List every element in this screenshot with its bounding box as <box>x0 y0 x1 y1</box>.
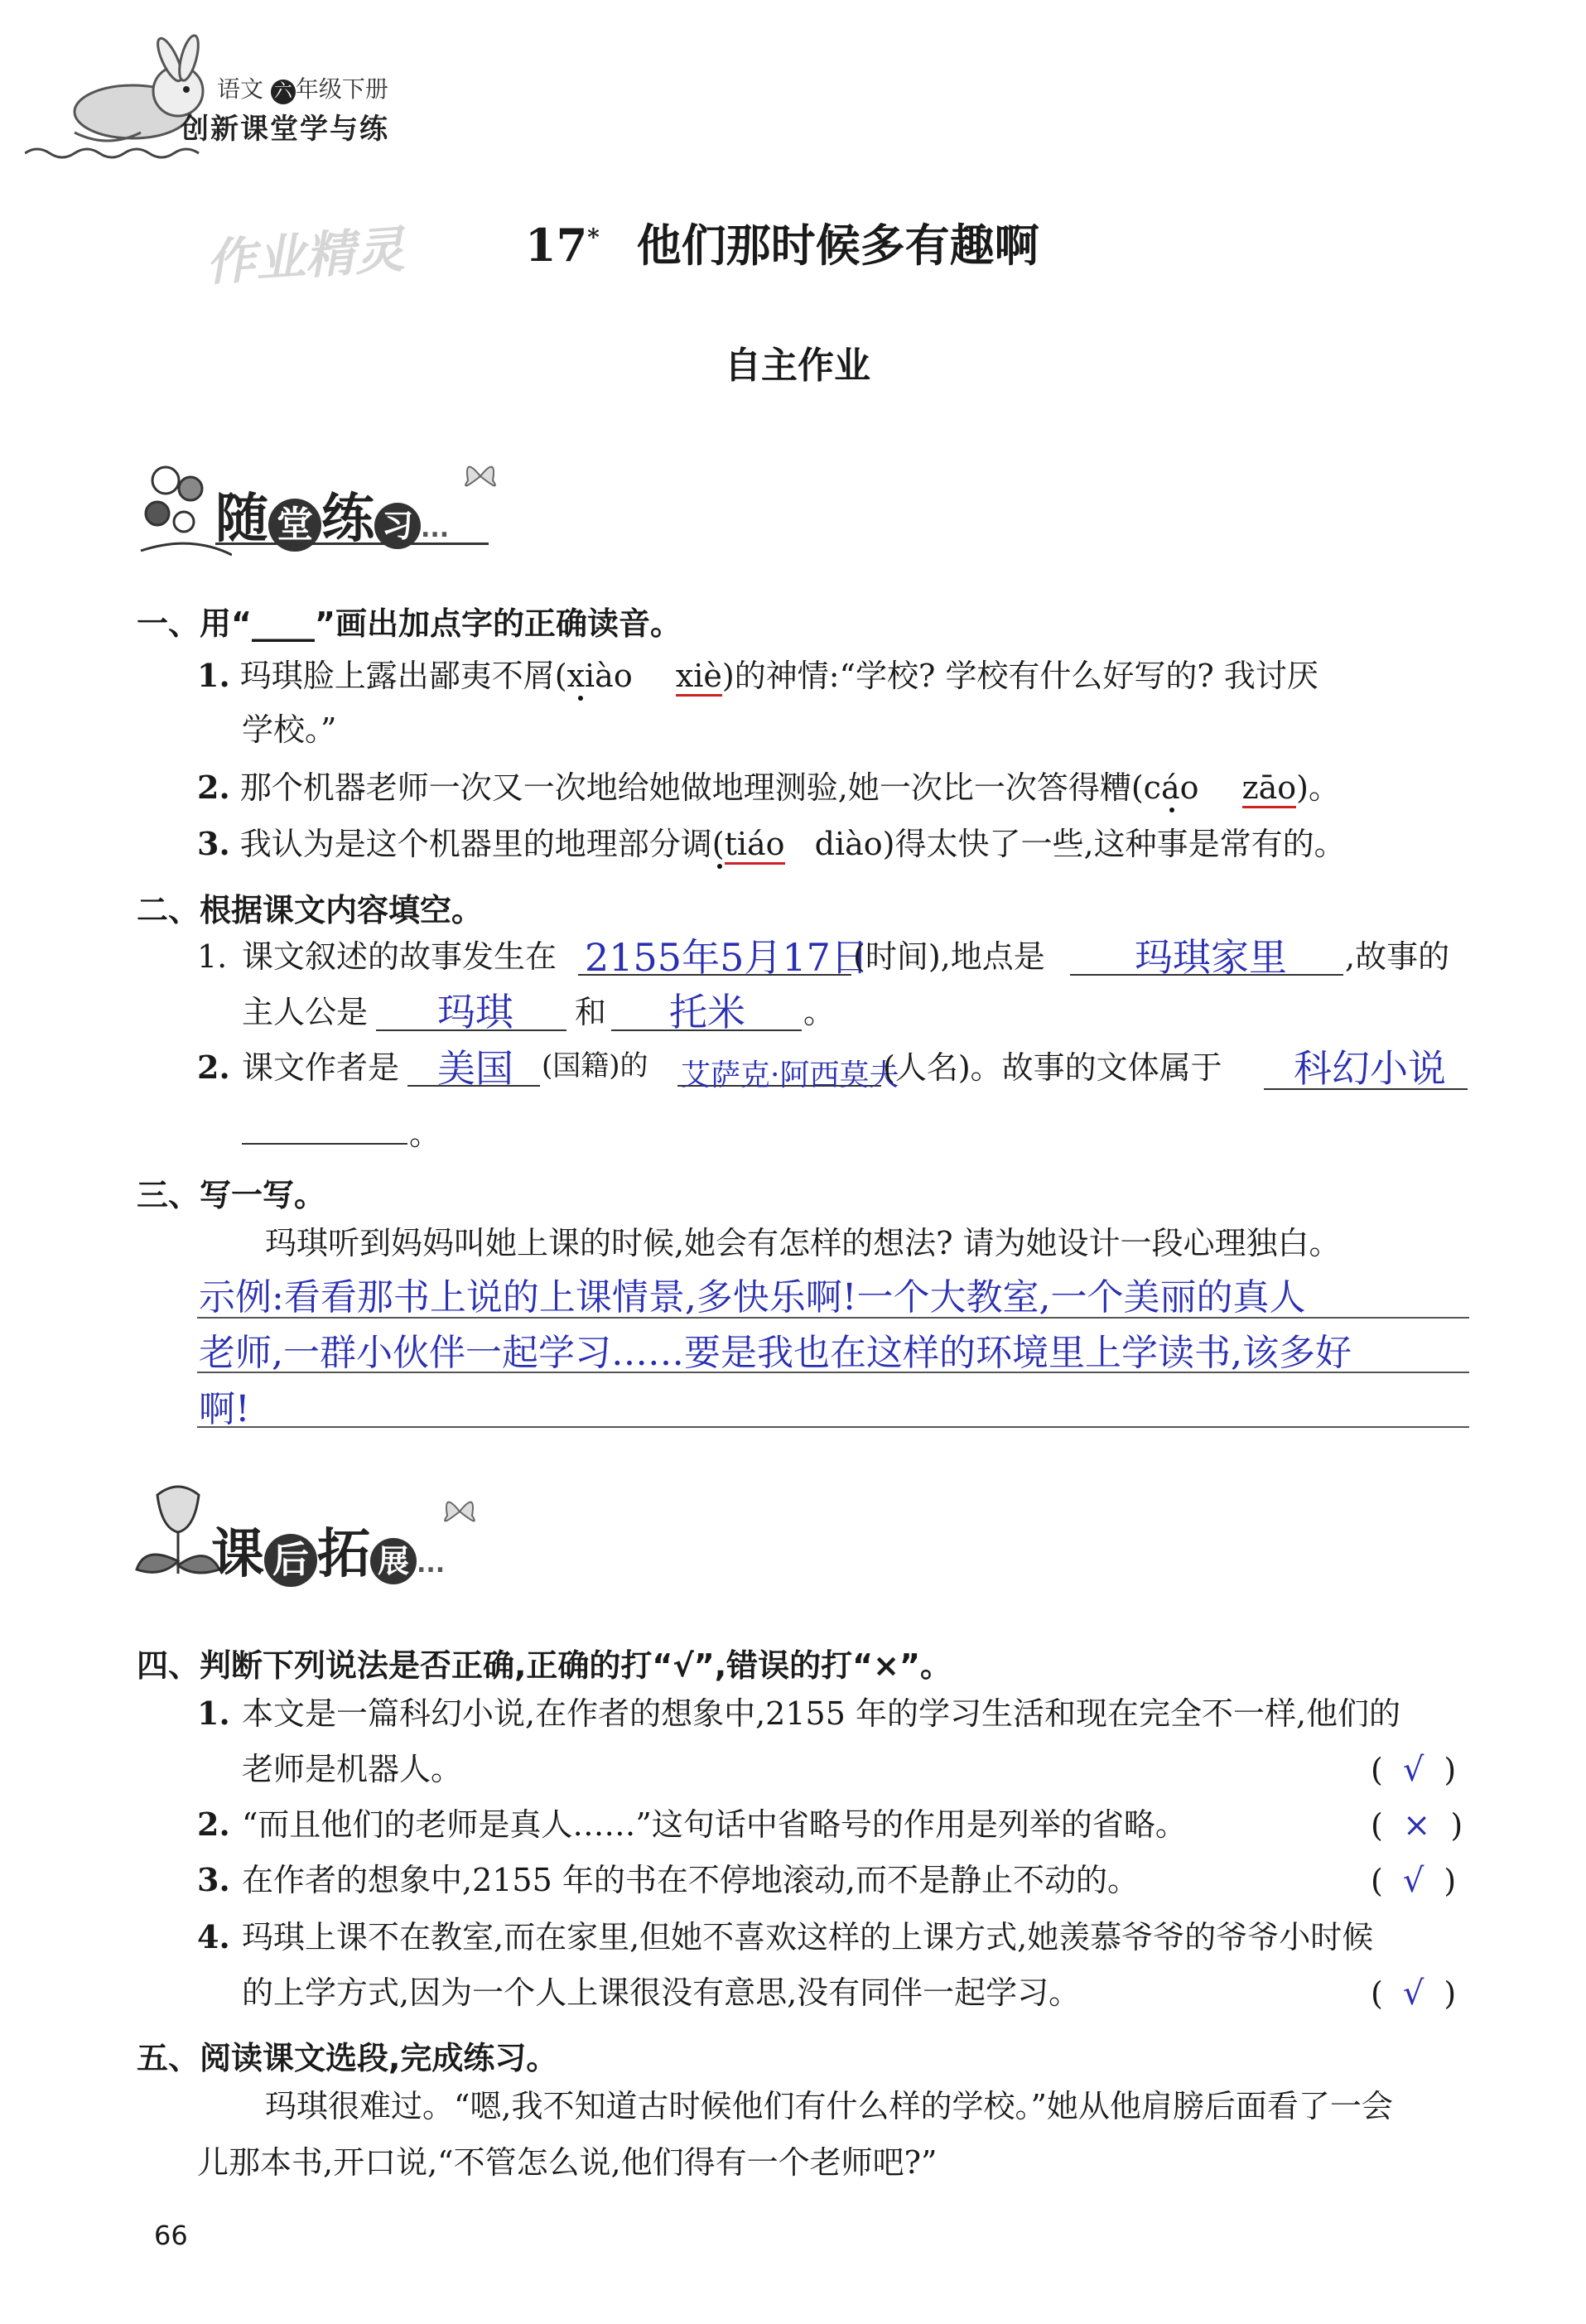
lesson-star: * <box>587 224 600 251</box>
q2-item1-num: 1. <box>197 938 228 975</box>
writing-line <box>197 1372 1469 1373</box>
banner-practice: 随 堂 练 习 ... <box>133 451 522 559</box>
q1-item1-cont: 学校。” <box>242 711 337 748</box>
q3-answer-line2: 老师,一群小伙伴一起学习……要是我也在这样的环境里上学读书,该多好 <box>199 1332 1352 1374</box>
q4-item2-num: 2. <box>197 1806 230 1843</box>
butterfly-icon <box>439 1491 480 1532</box>
q1-item3-answer: tiáo <box>725 826 785 865</box>
banner2-char1: 课 <box>211 1524 264 1585</box>
q4-item1-mark: √ <box>1402 1751 1425 1789</box>
bracket-close: ) <box>1450 1807 1463 1844</box>
header-grade: 年级下册 <box>295 75 388 103</box>
grade-badge: 六 <box>271 80 296 104</box>
q4-item3-line1: 在作者的想象中,2155 年的书在不停地滚动,而不是静止不动的。 <box>242 1862 1139 1898</box>
writing-line <box>197 1317 1469 1319</box>
q1-item3-num: 3. <box>197 825 230 862</box>
q2-item1-text3: ,故事的 <box>1345 938 1450 975</box>
series-title: 创新课堂学与练 <box>181 113 389 146</box>
bracket-close: ) <box>1444 1752 1457 1788</box>
q2-item2-text1: 课文作者是 <box>242 1049 400 1086</box>
q4-item2-line1: “而且他们的老师是真人……”这句话中省略号的作用是列举的省略。 <box>242 1806 1187 1843</box>
bracket-open: ( <box>1371 1807 1383 1844</box>
q4-item4-answer <box>1371 1974 1457 2013</box>
lesson-number: 17 <box>525 219 588 272</box>
emphasis-dot <box>578 696 583 701</box>
q4-item3-answer <box>1371 1862 1457 1900</box>
q4-item1-line1: 本文是一篇科幻小说,在作者的想象中,2155 年的学习生活和现在完全不一样,他们的 <box>242 1695 1401 1732</box>
q2-answer-hero2: 托米 <box>669 990 745 1034</box>
q1-item1-answer: xiè <box>676 658 722 697</box>
q4-item2-answer <box>1371 1806 1463 1844</box>
q3-answer-line3: 啊! <box>199 1388 250 1430</box>
q2-item2-text2: (国籍)的 <box>542 1049 648 1082</box>
q2-item2-num: 2. <box>197 1049 230 1086</box>
q2-answer-hero1: 玛琪 <box>437 990 513 1034</box>
q1-item2-pre: 那个机器老师一次又一次地给她做地理测验,她一次比一次答得糟(cáo <box>239 769 1199 806</box>
q4-heading: 四、判断下列说法是否正确,正确的打“√”,错误的打“×”。 <box>137 1647 952 1684</box>
watermark: 作业精灵 <box>204 220 407 293</box>
q2-item1-text6: 。 <box>803 994 836 1030</box>
banner-extension: 课 后 拓 展 ... <box>133 1478 522 1586</box>
q4-item4-line2: 的上学方式,因为一个人上课很没有意思,没有同伴一起学习。 <box>242 1974 1081 2011</box>
q1-item3 <box>197 825 1346 862</box>
q2-heading: 二、根据课文内容填空。 <box>137 892 484 928</box>
q1-item2-answer: zāo <box>1242 769 1297 808</box>
banner2-char4: 展 <box>370 1538 417 1584</box>
q2-answer-time: 2155年5月17日 <box>585 935 869 980</box>
q2-item1-text2: (时间),地点是 <box>853 938 1045 975</box>
q2-item2-text4: 。 <box>409 1116 441 1152</box>
butterfly-icon <box>460 456 501 497</box>
q4-item2-mark: × <box>1402 1806 1431 1844</box>
q2-item2-text3: (人名)。故事的文体属于 <box>883 1049 1222 1086</box>
q4-item4-line1: 玛琪上课不在教室,而在家里,但她不喜欢这样的上课方式,她羡慕爷爷的爷爷小时候 <box>242 1919 1374 1955</box>
emphasis-dot <box>1169 808 1174 812</box>
banner1-char3: 练 <box>321 489 374 550</box>
q1-item3-post: diào)得太快了一些,这种事是常有的。 <box>814 826 1346 862</box>
bracket-open: ( <box>1371 1863 1383 1899</box>
q5-para-line1: 玛琪很难过。“嗯,我不知道古时候他们有什么样的学校。”她从他肩膀后面看了一会 <box>265 2088 1393 2124</box>
q2-item1-text1: 课文叙述的故事发生在 <box>242 938 557 975</box>
q2-answer-author: 艾萨克·阿西莫夫 <box>681 1058 899 1092</box>
q2-item1-text5: 和 <box>575 994 607 1030</box>
q1-item1-post: )的神情:“学校? 学校有什么好写的? 我讨厌 <box>721 658 1318 694</box>
q1-heading: 一、用“____”画出加点字的正确读音。 <box>137 605 682 642</box>
banner1-char4: 习 <box>374 503 421 549</box>
bracket-open: ( <box>1371 1752 1383 1788</box>
lesson-title: 他们那时候多有趣啊 <box>636 219 1039 272</box>
q1-item3-pre: 我认为是这个机器里的地理部分调( <box>239 826 725 862</box>
q2-answer-place: 玛琪家里 <box>1135 935 1287 980</box>
q1-item1-pre: 玛琪脸上露出鄙夷不屑(xiào <box>239 658 633 694</box>
banner2-char2: 后 <box>264 1534 317 1587</box>
page-number: 66 <box>154 2220 188 2251</box>
q5-heading: 五、阅读课文选段,完成练习。 <box>137 2040 558 2076</box>
q4-item3-num: 3. <box>197 1861 230 1898</box>
q3-answer-line1: 示例:看看那书上说的上课情景,多快乐啊!一个大教室,一个美丽的真人 <box>199 1276 1306 1319</box>
q3-heading: 三、写一写。 <box>137 1177 326 1213</box>
q1-item2-num: 2. <box>197 769 230 806</box>
q4-item4-num: 4. <box>197 1918 230 1955</box>
q4-item1-num: 1. <box>197 1695 230 1732</box>
bracket-close: ) <box>1444 1863 1457 1899</box>
bracket-close: ) <box>1444 1975 1457 2012</box>
tulip-icon <box>133 1478 224 1586</box>
q3-prompt: 玛琪听到妈妈叫她上课的时候,她会有怎样的想法? 请为她设计一段心理独白。 <box>265 1225 1341 1261</box>
q4-item3-mark: √ <box>1402 1862 1425 1900</box>
page-title <box>525 210 1039 274</box>
q2-answer-genre: 科幻小说 <box>1294 1046 1446 1091</box>
blank-genre-cont <box>242 1143 407 1145</box>
q4-item1-answer <box>1371 1751 1457 1789</box>
q4-item1-line2: 老师是机器人。 <box>242 1751 463 1787</box>
banner1-char2: 堂 <box>268 499 321 552</box>
q5-para-line2: 儿那本书,开口说,“不管怎么说,他们得有一个老师吧?” <box>197 2144 938 2181</box>
q1-item1 <box>197 657 1318 694</box>
header-subject: 语文 <box>217 75 264 103</box>
bracket-open: ( <box>1371 1975 1383 2012</box>
q4-item4-mark: √ <box>1402 1974 1425 2013</box>
q2-item1-text4: 主人公是 <box>242 994 369 1030</box>
q2-answer-nationality: 美国 <box>437 1046 513 1091</box>
emphasis-dot <box>717 864 722 869</box>
banner2-char3: 拓 <box>317 1524 370 1585</box>
q1-item1-num: 1. <box>197 657 230 694</box>
q1-item2-post: )。 <box>1296 769 1340 806</box>
banner1-char1: 随 <box>215 489 268 550</box>
subtitle: 自主作业 <box>725 345 870 387</box>
writing-line <box>197 1426 1469 1428</box>
q1-item2 <box>197 769 1340 806</box>
